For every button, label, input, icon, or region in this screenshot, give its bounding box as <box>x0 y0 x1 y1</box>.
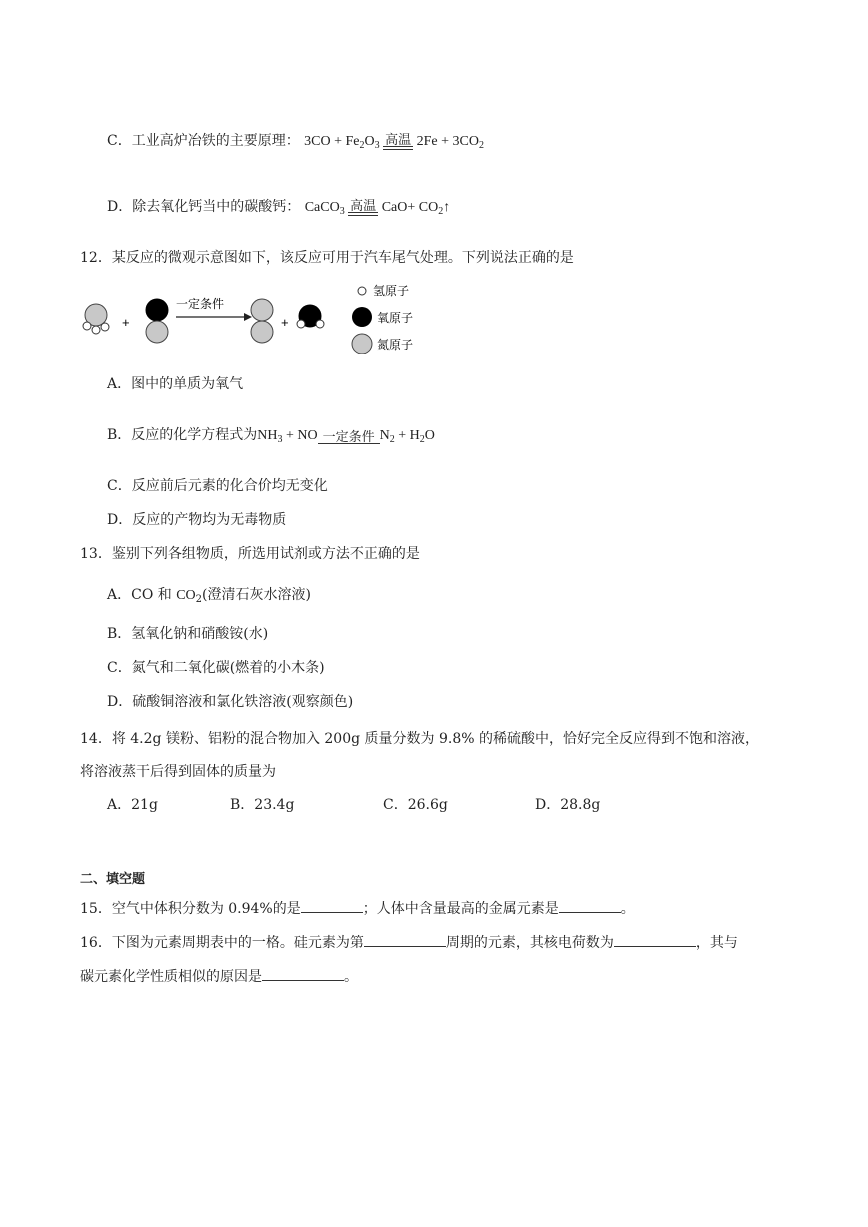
q14-stem-line2: 将溶液蒸干后得到固体的质量为 <box>80 764 276 780</box>
option-text: 氮气和二氧化碳(燃着的小木条) <box>131 660 325 676</box>
nitric-oxide-molecule <box>146 299 168 343</box>
option-text: 图中的单质为氧气 <box>131 376 244 392</box>
option-letter: D． <box>107 199 133 215</box>
gas-arrow: ↑ <box>443 200 451 215</box>
option-letter: A． <box>107 376 132 392</box>
q14-option-a <box>107 795 158 815</box>
option-letter: C． <box>107 660 132 676</box>
option-text: (澄清石灰水溶液) <box>202 587 311 603</box>
q12-option-c <box>107 476 328 496</box>
condition-label: 高温 <box>385 132 412 147</box>
eq-sub: 2 <box>359 140 365 151</box>
q15-text: ；人体中含量最高的金属元素是 <box>362 901 559 917</box>
legend-hydrogen-label: 氢原子 <box>373 284 410 298</box>
eq-sub: 2 <box>195 594 203 605</box>
option-letter: B． <box>230 797 255 813</box>
option-value: 26.6g <box>407 797 448 813</box>
q14-stem-line1: 14．将 4.2g 镁粉、铝粉的混合物加入 200g 质量分数为 9.8% 的稀硫酸中，恰好完全反应得到不饱和溶液， <box>80 731 759 747</box>
q15-text: 15．空气中体积分数为 0.94%的是 <box>80 901 301 917</box>
q16-line2 <box>80 966 358 987</box>
reaction-condition <box>383 132 413 156</box>
answer-blank[interactable] <box>262 966 344 981</box>
q12-option-b <box>107 425 435 450</box>
option-text: 反应的化学方程式为 <box>131 427 258 443</box>
q16-line1 <box>80 932 738 953</box>
legend-nitrogen-icon <box>352 334 372 354</box>
q16-text: 。 <box>344 969 358 985</box>
legend-oxygen-label: 氧原子 <box>377 311 414 325</box>
q11-option-d <box>107 197 450 222</box>
eq-sub: 3 <box>374 140 380 151</box>
option-letter: D． <box>107 512 133 528</box>
option-text: 除去氧化钙当中的碳酸钙： <box>132 199 301 215</box>
q11c-equation <box>304 134 484 149</box>
eq-term: CaO+ CO <box>381 200 439 215</box>
q15 <box>80 898 635 919</box>
option-value: 21g <box>131 797 158 813</box>
option-text: CO 和 <box>131 587 177 603</box>
option-text: 反应前后元素的化合价均无变化 <box>131 478 328 494</box>
eq-sub: 3 <box>339 206 345 217</box>
q12-stem: 12．某反应的微观示意图如下，该反应可用于汽车尾气处理。下列说法正确的是 <box>80 250 574 266</box>
q12b-equation <box>257 428 435 443</box>
option-letter: C． <box>107 478 132 494</box>
q11-option-c <box>107 131 484 156</box>
q16-text: ，其与 <box>695 935 738 951</box>
eq-sub: 2 <box>389 434 395 445</box>
eq-sub: 2 <box>438 206 444 217</box>
option-text: 硫酸铜溶液和氯化铁溶液(观察颜色) <box>132 694 354 710</box>
condition-label: 高温 <box>350 198 377 213</box>
option-letter: B． <box>107 427 132 443</box>
option-letter: A． <box>107 587 132 603</box>
q16-text: 碳元素化学性质相似的原因是 <box>80 969 262 985</box>
section-title-fill-in: 二、填空题 <box>80 872 146 887</box>
eq-term: NH <box>257 428 278 443</box>
eq-term: + NO <box>282 428 318 443</box>
condition-label: 一定条件 <box>322 429 375 444</box>
eq-term: O <box>364 134 375 149</box>
option-text: 氢氧化钠和硝酸铵(水) <box>131 626 269 642</box>
q13-option-a <box>107 585 311 610</box>
water-molecule <box>297 305 324 328</box>
eq-sub: 3 <box>277 434 283 445</box>
nitrogen-molecule <box>251 299 273 343</box>
answer-blank[interactable] <box>559 898 621 913</box>
diagram-condition: 一定条件 <box>176 297 225 311</box>
q14-option-d <box>535 795 600 815</box>
option-value: 23.4g <box>254 797 295 813</box>
q12-option-a <box>107 374 243 394</box>
option-letter: B． <box>107 626 132 642</box>
plus-sign: + <box>122 315 130 330</box>
q16-text: 16．下图为元素周期表中的一格。硅元素为第 <box>80 935 364 951</box>
option-letter: A． <box>107 797 132 813</box>
reaction-condition <box>348 198 378 222</box>
legend-hydrogen-icon <box>358 287 366 295</box>
answer-blank[interactable] <box>364 932 446 947</box>
eq-term: 3CO + Fe <box>304 134 360 149</box>
eq-sub: 2 <box>419 434 425 445</box>
answer-blank[interactable] <box>301 898 363 913</box>
q15-text: 。 <box>620 901 635 917</box>
answer-blank[interactable] <box>614 932 696 947</box>
legend-nitrogen-label: 氮原子 <box>377 338 414 352</box>
eq-term: N <box>379 428 390 443</box>
eq-sub: 2 <box>478 140 484 151</box>
ammonia-molecule <box>83 304 109 334</box>
option-text: 工业高炉冶铁的主要原理： <box>131 133 300 149</box>
reaction-arrowhead <box>244 313 252 321</box>
eq-term: 2Fe + 3CO <box>416 134 479 149</box>
eq-term: + H <box>394 428 420 443</box>
option-letter: D． <box>107 694 133 710</box>
q12-option-d <box>107 510 286 530</box>
option-letter: C． <box>383 797 408 813</box>
q14-option-b <box>230 795 294 815</box>
eq-term: O <box>424 428 435 443</box>
reaction-diagram <box>76 282 436 354</box>
option-letter: C． <box>107 133 132 149</box>
q14-option-c <box>383 795 448 815</box>
reaction-condition <box>318 429 380 450</box>
q13-option-b <box>107 624 268 644</box>
q11d-equation <box>305 200 451 215</box>
q13-stem: 13．鉴别下列各组物质，所选用试剂或方法不正确的是 <box>80 546 420 562</box>
option-value: 28.8g <box>560 797 601 813</box>
legend-oxygen-icon <box>352 307 372 327</box>
formula: CO <box>176 588 196 603</box>
q16-text: 周期的元素，其核电荷数为 <box>445 935 614 951</box>
q13-option-c <box>107 658 325 678</box>
q13-option-d <box>107 692 353 712</box>
plus-sign: + <box>281 315 289 330</box>
option-letter: D． <box>535 797 561 813</box>
eq-term: CaCO <box>304 200 340 215</box>
option-text: 反应的产物均为无毒物质 <box>132 512 287 528</box>
